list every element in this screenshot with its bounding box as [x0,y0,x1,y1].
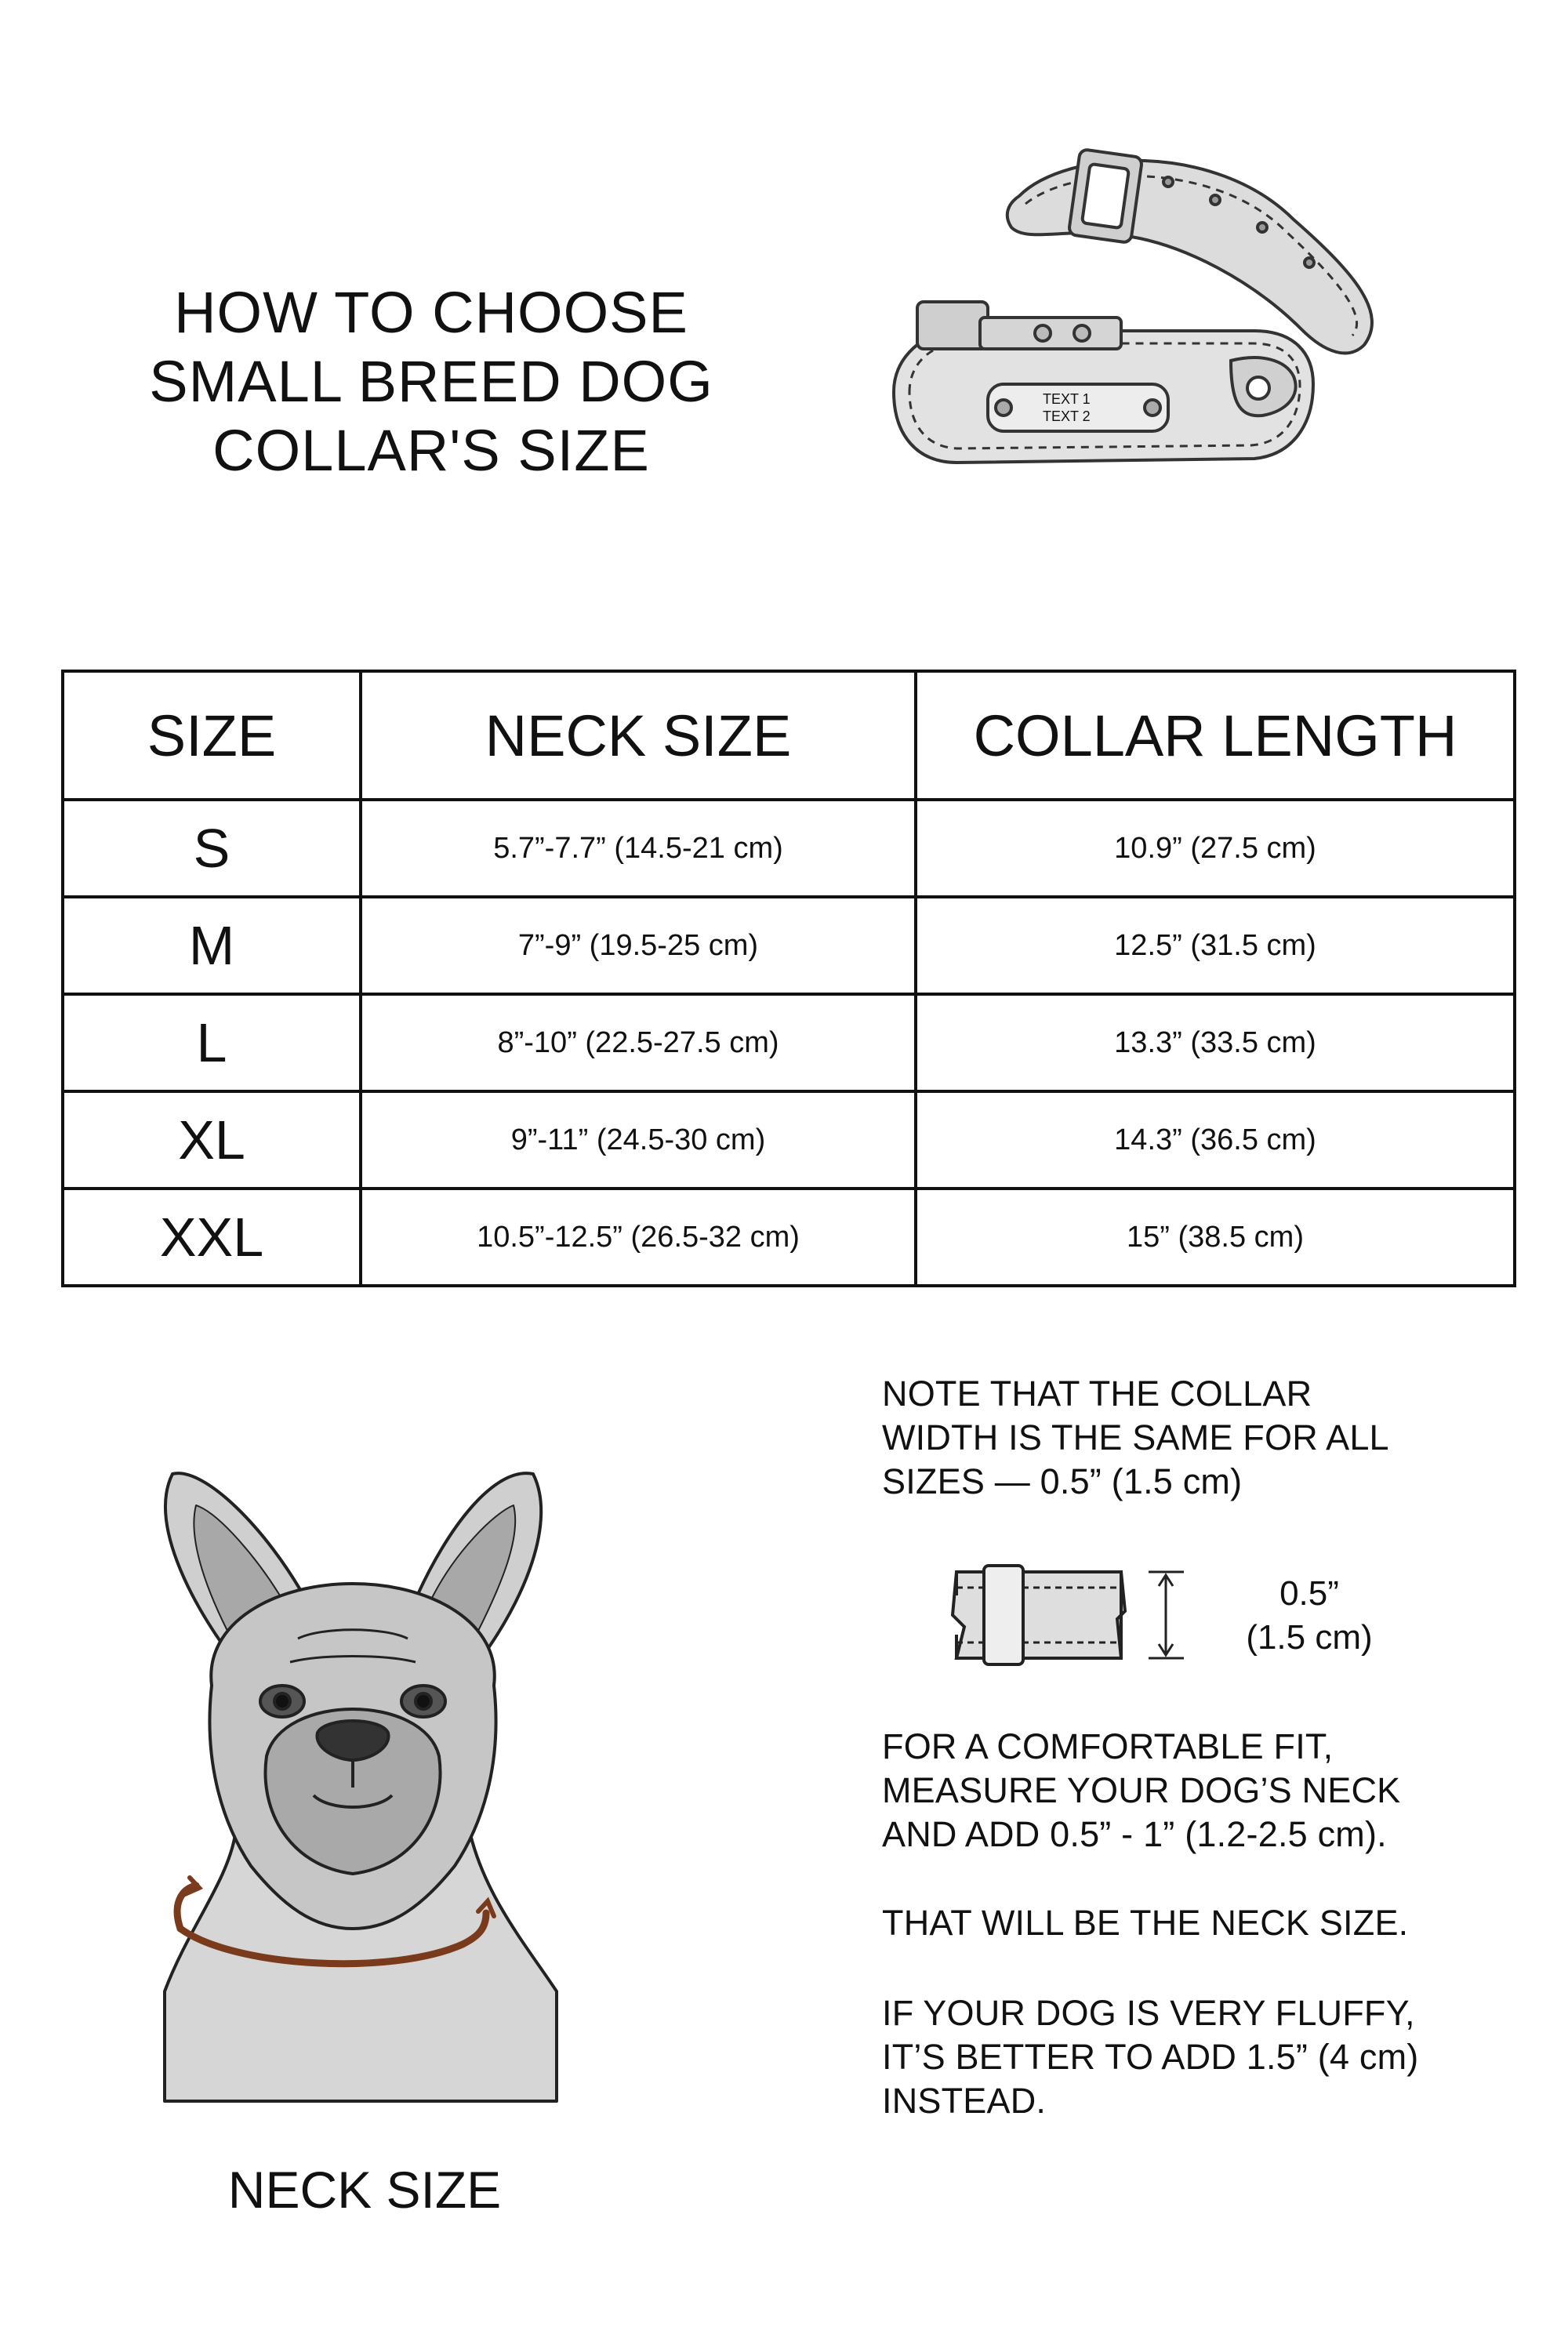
width-arrow [1149,1572,1184,1658]
table-header-row [63,671,1515,800]
fit-note-line-2: MEASURE YOUR DOG’S NECK [882,1770,1401,1810]
table-row [63,1091,1515,1189]
table-row [63,1189,1515,1286]
neck-size-note [882,1901,1525,1945]
header-size: SIZE [63,671,361,800]
header-neck-size: NECK SIZE [361,671,916,800]
size-cell: L [63,994,361,1091]
neck-size-cell: 8”-10” (22.5-27.5 cm) [361,994,916,1091]
fluffy-note-line-3: INSTEAD. [882,2081,1047,2121]
neck-size-cell: 9”-11” (24.5-30 cm) [361,1091,916,1189]
french-bulldog-illustration [118,1427,588,2132]
table-row [63,994,1515,1091]
collar-width-inches: 0.5” [1279,1574,1339,1613]
size-cell: S [63,800,361,897]
collar-length-cell: 15” (38.5 cm) [916,1189,1515,1286]
size-cell: XL [63,1091,361,1189]
size-cell: M [63,897,361,994]
width-note-line-1: NOTE THAT THE COLLAR [882,1374,1312,1414]
width-note-line-2: WIDTH IS THE SAME FOR ALL [882,1417,1389,1457]
table-row [63,897,1515,994]
neck-size-cell: 10.5”-12.5” (26.5-32 cm) [361,1189,916,1286]
collar-length-cell: 13.3” (33.5 cm) [916,994,1515,1091]
collar-width-cm: (1.5 cm) [1246,1618,1373,1657]
collar-length-cell: 10.9” (27.5 cm) [916,800,1515,897]
neck-size-caption: NECK SIZE [227,2161,502,2219]
width-note [882,1372,1525,1504]
fit-note [882,1725,1525,1857]
title-line-2: SMALL BREED DOG [149,349,713,414]
neck-size-cell: 5.7”-7.7” (14.5-21 cm) [361,800,916,897]
width-note-line-3: SIZES — 0.5” (1.5 cm) [882,1461,1243,1501]
fluffy-note [882,1991,1525,2123]
collar-length-cell: 14.3” (36.5 cm) [916,1091,1515,1189]
collar-illustration [886,125,1435,510]
table-row [63,800,1515,897]
title-line-1: HOW TO CHOOSE [174,280,688,345]
neck-size-cell: 7”-9” (19.5-25 cm) [361,897,916,994]
fit-note-line-1: FOR A COMFORTABLE FIT, [882,1726,1334,1766]
collar-plate-line-2: TEXT 2 [1043,408,1091,424]
collar-width-diagram [941,1556,1200,1674]
fluffy-note-line-1: IF YOUR DOG IS VERY FLUFFY, [882,1993,1415,2033]
fit-note-line-3: AND ADD 0.5” - 1” (1.2-2.5 cm). [882,1814,1387,1854]
page-title [110,278,753,485]
header-collar-length: COLLAR LENGTH [916,671,1515,800]
size-chart-table [61,670,1516,1287]
fluffy-note-line-2: IT’S BETTER TO ADD 1.5” (4 cm) [882,2037,1419,2077]
front-collar [894,302,1313,463]
collar-length-cell: 12.5” (31.5 cm) [916,897,1515,994]
size-cell: XXL [63,1189,361,1286]
neck-size-note-line: THAT WILL BE THE NECK SIZE. [882,1903,1409,1943]
collar-width-label [1223,1572,1396,1660]
title-line-3: COLLAR'S SIZE [212,418,650,483]
collar-plate-line-1: TEXT 1 [1043,391,1091,407]
